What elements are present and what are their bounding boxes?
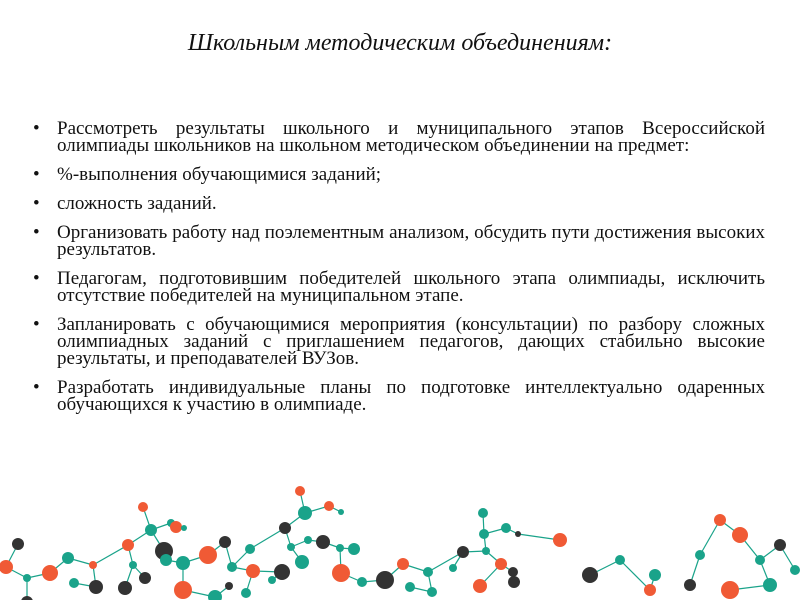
atom-circle bbox=[790, 565, 800, 575]
atom-circle bbox=[304, 536, 312, 544]
atom-circle bbox=[170, 521, 182, 533]
atom-circle bbox=[295, 486, 305, 496]
atom-circle bbox=[338, 509, 344, 515]
atom-circle bbox=[181, 525, 187, 531]
atom-circle bbox=[449, 564, 457, 572]
bullet-icon: • bbox=[33, 118, 40, 139]
atom-circle bbox=[324, 501, 334, 511]
atom-circle bbox=[482, 547, 490, 555]
bullet-icon: • bbox=[33, 222, 40, 243]
atom-circle bbox=[495, 558, 507, 570]
atom-circle bbox=[245, 544, 255, 554]
atom-circle bbox=[479, 529, 489, 539]
atom-circle bbox=[21, 596, 33, 600]
atom-circle bbox=[397, 558, 409, 570]
bond-line bbox=[428, 552, 463, 572]
atom-circle bbox=[122, 539, 134, 551]
atom-circle bbox=[241, 588, 251, 598]
atom-circle bbox=[279, 522, 291, 534]
list-item: • Организовать работу над поэлементным анализом, обсудить пути достижения высоких результатов. bbox=[33, 222, 765, 260]
bond-line bbox=[250, 528, 285, 549]
atom-circle bbox=[118, 581, 132, 595]
atom-circle bbox=[427, 587, 437, 597]
atom-circle bbox=[582, 567, 598, 583]
atom-circle bbox=[174, 581, 192, 599]
atom-circle bbox=[287, 543, 295, 551]
atom-circle bbox=[42, 565, 58, 581]
atom-circle bbox=[129, 561, 137, 569]
atom-circle bbox=[268, 576, 276, 584]
atom-circle bbox=[176, 556, 190, 570]
atom-circle bbox=[515, 531, 521, 537]
list-item: • Разработать индивидуальные планы по подготовке интеллектуально одаренных обучающихся к участию в олимпиаде. bbox=[33, 377, 765, 415]
atom-circle bbox=[774, 539, 786, 551]
atom-circle bbox=[316, 535, 330, 549]
atom-circle bbox=[139, 572, 151, 584]
atom-circle bbox=[478, 508, 488, 518]
atom-circle bbox=[274, 564, 290, 580]
atom-circle bbox=[755, 555, 765, 565]
bullet-icon: • bbox=[33, 164, 40, 185]
atom-circle bbox=[23, 574, 31, 582]
atom-circle bbox=[62, 552, 74, 564]
atom-circle bbox=[225, 582, 233, 590]
atom-circle bbox=[295, 555, 309, 569]
atom-circle bbox=[684, 579, 696, 591]
atom-circle bbox=[336, 544, 344, 552]
atom-circle bbox=[714, 514, 726, 526]
atom-circle bbox=[615, 555, 625, 565]
atom-circle bbox=[473, 579, 487, 593]
atom-circle bbox=[160, 554, 172, 566]
bond-line bbox=[620, 560, 650, 590]
atom-circle bbox=[348, 543, 360, 555]
atom-circle bbox=[376, 571, 394, 589]
list-item: • %-выполнения обучающимися заданий; bbox=[33, 164, 382, 185]
atom-circle bbox=[332, 564, 350, 582]
atom-circle bbox=[138, 502, 148, 512]
atom-circle bbox=[423, 567, 433, 577]
slide-title: Школьным методическим объединениям: bbox=[187, 30, 613, 56]
atom-circle bbox=[89, 561, 97, 569]
atom-circle bbox=[508, 567, 518, 577]
atom-circle bbox=[246, 564, 260, 578]
atom-circle bbox=[553, 533, 567, 547]
bond-line bbox=[700, 520, 720, 555]
atom-circle bbox=[357, 577, 367, 587]
atom-circle bbox=[12, 538, 24, 550]
atom-circle bbox=[298, 506, 312, 520]
atom-circle bbox=[721, 581, 739, 599]
list-item: • сложность заданий. bbox=[33, 193, 217, 214]
list-item: • Педагогам, подготовившим победителей школьного этапа олимпиады, исключить отсутствие победителей на муниципальном этапе. bbox=[33, 268, 765, 306]
atom-circle bbox=[732, 527, 748, 543]
bullet-icon: • bbox=[33, 268, 40, 289]
atom-circle bbox=[69, 578, 79, 588]
atom-circle bbox=[208, 590, 222, 600]
bullet-icon: • bbox=[33, 193, 40, 214]
atom-circle bbox=[695, 550, 705, 560]
atom-circle bbox=[199, 546, 217, 564]
atom-circle bbox=[763, 578, 777, 592]
atom-circle bbox=[219, 536, 231, 548]
atom-circle bbox=[145, 524, 157, 536]
atom-circle bbox=[227, 562, 237, 572]
list-item: • Запланировать с обучающимися мероприятия (консультации) по разбору сложных олимпиадных заданий с приглашением педагогов, дающих стабильно высокие результаты, и преподавателей ВУЗов. bbox=[33, 314, 765, 369]
bullet-icon: • bbox=[33, 314, 40, 335]
bullet-icon: • bbox=[33, 377, 40, 398]
atom-circle bbox=[0, 560, 13, 574]
atom-circle bbox=[457, 546, 469, 558]
atom-circle bbox=[508, 576, 520, 588]
atom-circle bbox=[644, 584, 656, 596]
bond-line bbox=[93, 545, 128, 565]
list-item: • Рассмотреть результаты школьного и муниципального этапов Всероссийской олимпиады школьников на школьном методическом объединении на предмет: bbox=[33, 118, 765, 156]
atom-circle bbox=[89, 580, 103, 594]
atom-circle bbox=[501, 523, 511, 533]
atom-circle bbox=[405, 582, 415, 592]
atom-circle bbox=[649, 569, 661, 581]
